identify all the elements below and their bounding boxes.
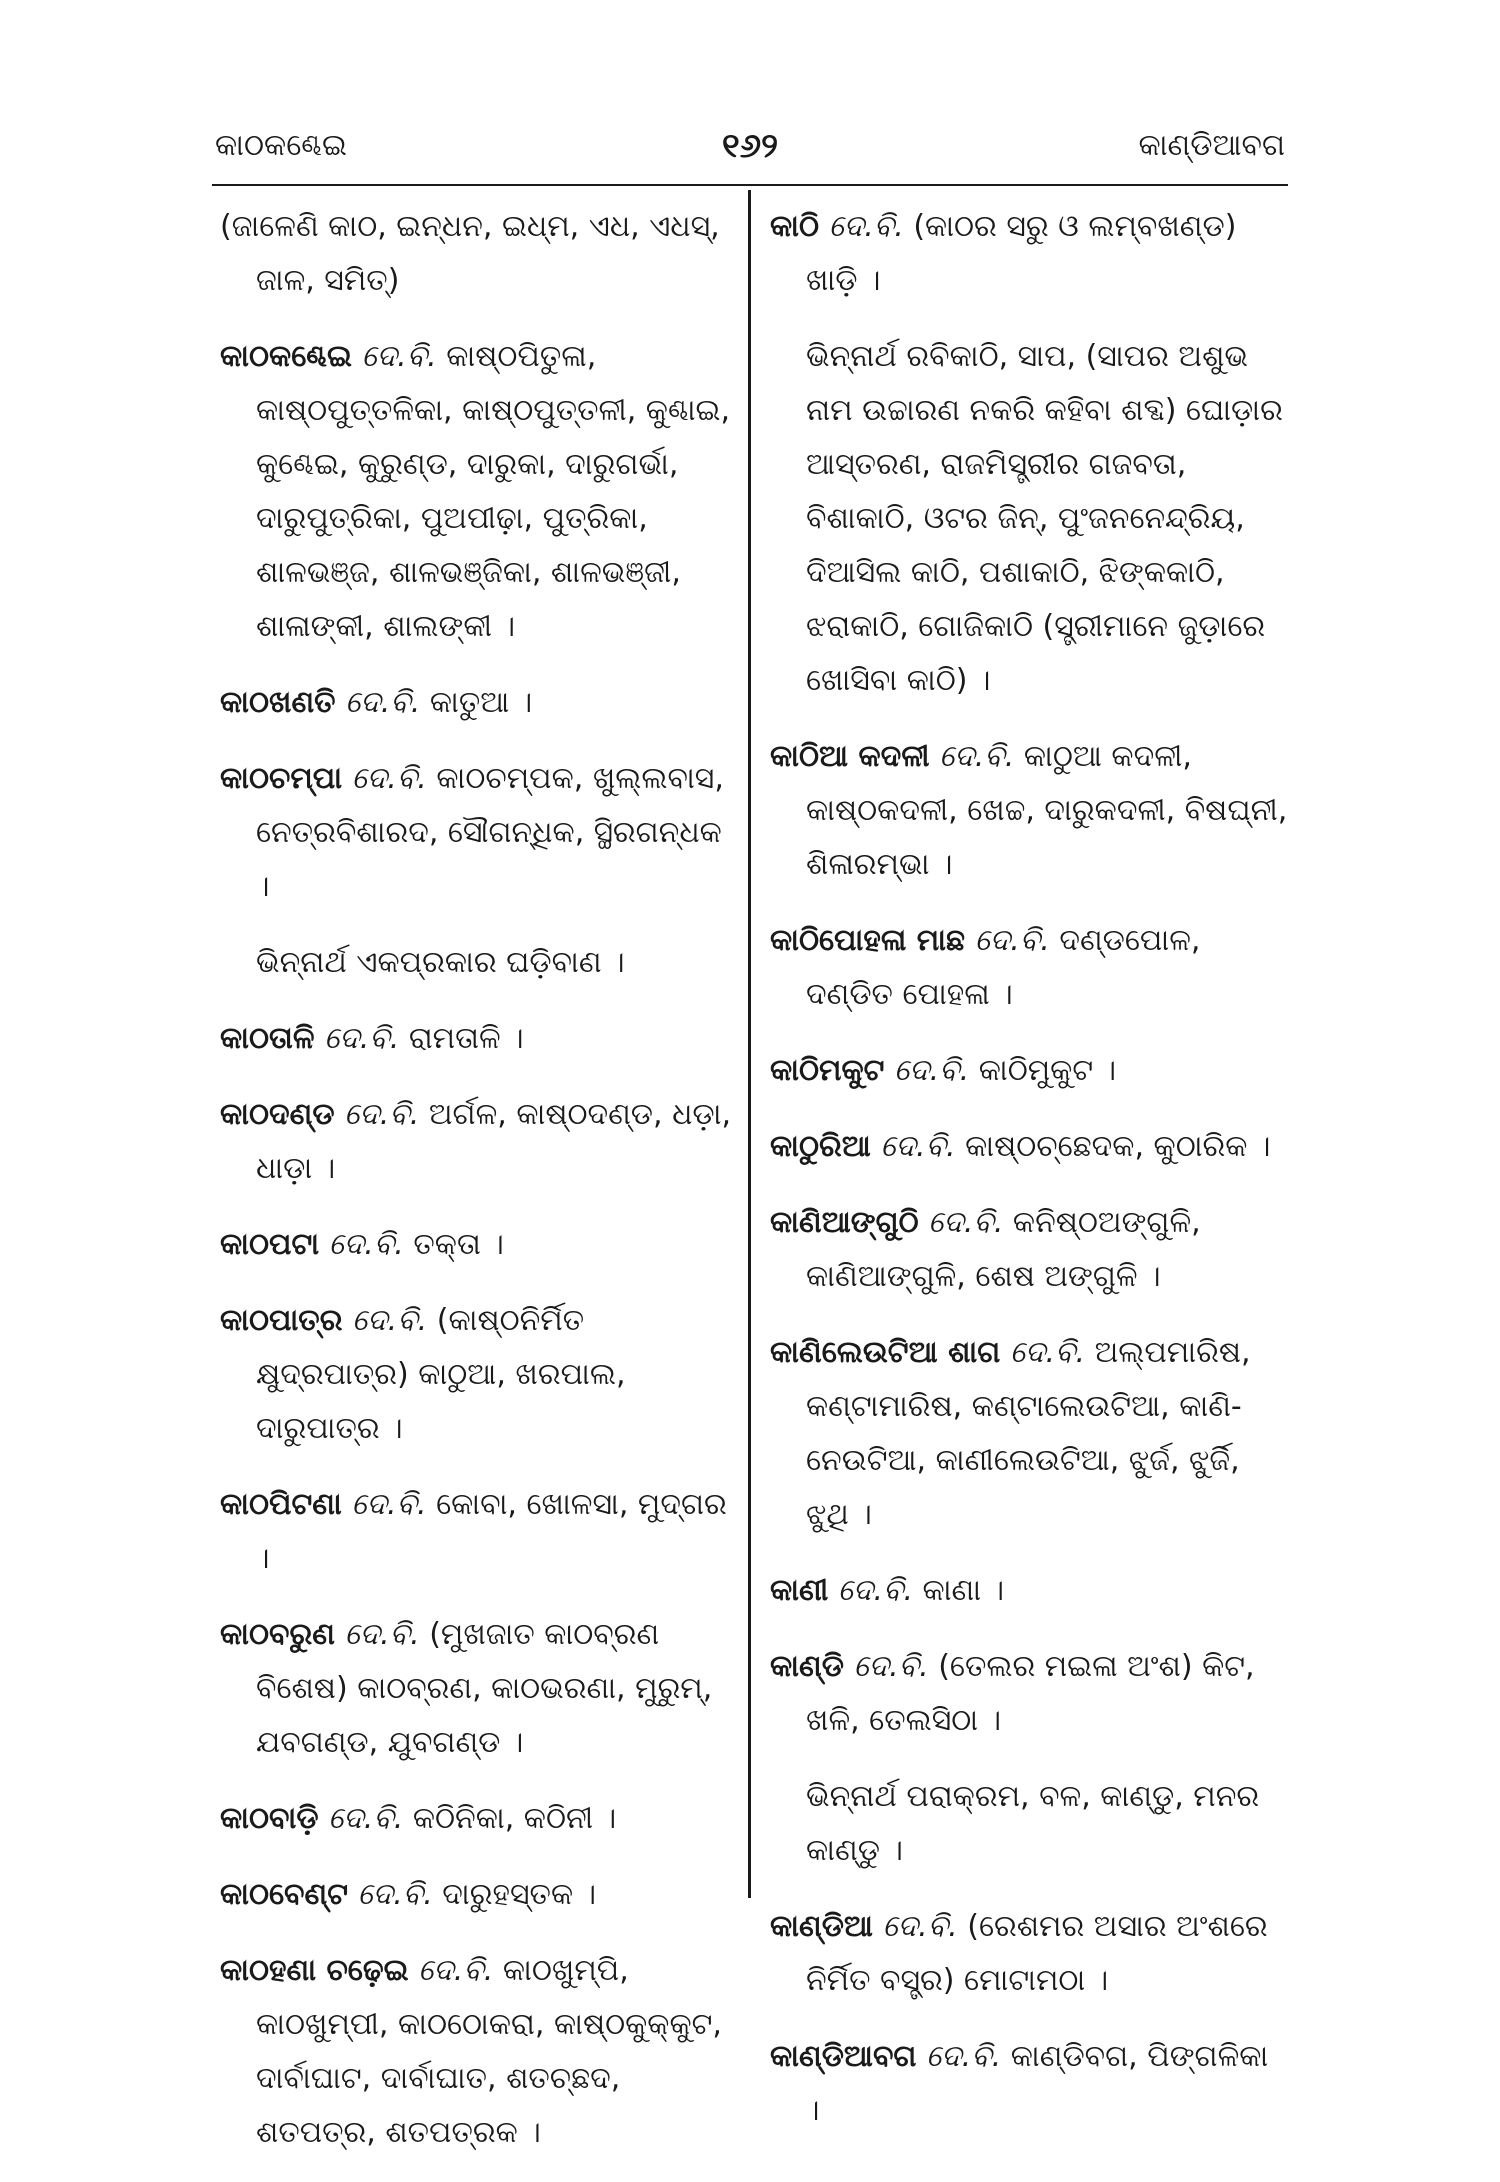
entry-pos: ଦେ.ବି. <box>344 1617 420 1652</box>
entry-pos: ଦେ.ବି. <box>828 209 904 244</box>
entry-pos: ଦେ.ବି. <box>361 339 437 374</box>
entry-headword: କାଠତାଳି <box>220 1021 315 1056</box>
entry-headword: କାଠଚମ୍ପା <box>220 761 343 796</box>
dictionary-entry <box>220 330 735 654</box>
entry-headword: କାଣ୍ଡି <box>770 1649 844 1684</box>
entry-headword: କାଠୁରିଆ <box>770 1129 871 1164</box>
dictionary-entry <box>220 1294 735 1456</box>
dictionary-entry <box>770 1326 1290 1542</box>
entry-headword: କାଠକଣ୍ଢେଇ <box>220 339 352 374</box>
entry-headword: କାଣିଆଙ୍ଗୁଠି <box>770 1205 919 1240</box>
entry-pos: ଦେ.ବି. <box>880 1129 956 1164</box>
dictionary-entry <box>770 200 1290 308</box>
entry-pos: ଦେ.ବି. <box>328 1801 404 1836</box>
entry-text: କାଷ୍ଠଚ୍ଛେଦକ, କୁଠାରିକ । <box>965 1129 1271 1164</box>
entry-text: ତକ୍ତା । <box>413 1227 504 1262</box>
entry-text: କାଣ୍ଡିବଗ, ପିଙ୍ଗଳିକା । <box>806 2039 1269 2128</box>
left-column <box>220 200 735 2182</box>
entry-pos: ଦେ.ବି. <box>357 1877 433 1912</box>
dictionary-entry <box>770 1196 1290 1304</box>
entry-headword: କାଠପାତ୍ର <box>220 1303 343 1338</box>
entry-headword: କାଠଦଣ୍ଡ <box>220 1097 335 1132</box>
dictionary-entry <box>220 1012 735 1066</box>
entry-pos: ଦେ.ବି. <box>344 1097 420 1132</box>
entry-pos: ଦେ.ବି. <box>351 761 427 796</box>
dictionary-entry <box>220 752 735 914</box>
entry-pos: ଦେ.ବି. <box>418 1953 494 1988</box>
entry-text: କାତୁଆ । <box>429 685 533 720</box>
entry-text: (ରେଶମର ଅସାର ଅଂଶରେ ନିର୍ମିତ ବସ୍ତ୍ର) ମୋଟାମଠା । <box>806 1909 1268 1998</box>
entry-text: (କାଷ୍ଠନିର୍ମିତ କ୍ଷୁଦ୍ରପାତ୍ର) କାଠୁଆ, ଖରପାଲ, ଦାରୁପାତ୍ର । <box>256 1303 626 1446</box>
dictionary-entry <box>220 1608 735 1770</box>
dictionary-entry <box>220 1088 735 1196</box>
dictionary-entry <box>220 1868 735 1922</box>
dictionary-entry <box>770 2030 1290 2138</box>
entry-headword: କାଠିଆ କଦଳୀ <box>770 739 930 774</box>
left-guide-word: କାଠକଣ୍ଢେଇ <box>215 128 347 163</box>
dictionary-entry <box>770 1900 1290 2008</box>
dictionary-entry <box>770 1564 1290 1618</box>
entry-pos: ଦେ.ବି. <box>974 923 1050 958</box>
entry-headword: କାଠିମକୁଟ <box>770 1053 885 1088</box>
entry-text: ଅଲ୍ପମାରିଷ, କଣ୍ଟାମାରିଷ, କଣ୍ଟାଲେଉଟିଆ, କାଣି-ନେଉଟିଆ, କାଣୀଲେଉଟିଆ, ଝୁର୍ଜ, ଝୁର୍ଜି, ଝୁଥି । <box>806 1335 1251 1532</box>
entry-headword: କାଠିପୋହଳା ମାଛ <box>770 923 966 958</box>
entry-text: କାଠଖୁମ୍ପି, କାଠଖୁମ୍ପୀ, କାଠଠୋକରା, କାଷ୍ଠକୁକ୍କୁଟ, ଦାର୍ବାଘାଟ, ଦାର୍ବାଘାତ, ଶତଚ୍ଛଦ, ଶତପତ୍ର, ଶତପତ୍ରକ । <box>256 1953 722 2150</box>
entry-text: (ତେଲର ମଇଳା ଅଂଶ) କିଟ, ଖଳି, ତେଲସିଠା । <box>806 1649 1255 1738</box>
dictionary-entry <box>220 1792 735 1846</box>
right-guide-word: କାଣ୍ଡିଆବଗ <box>1138 128 1285 163</box>
entry-pos: ଦେ.ବି. <box>939 739 1015 774</box>
entry-headword: କାଣ୍ଡିଆବଗ <box>770 2039 917 2074</box>
page-header <box>215 128 1285 178</box>
entry-pos: ଦେ.ବି. <box>837 1573 913 1608</box>
entry-headword: କାଠପଟା <box>220 1227 320 1262</box>
dictionary-entry <box>770 730 1290 892</box>
entry-headword: କାଣ୍ଡିଆ <box>770 1909 873 1944</box>
sense-note: ଭିନ୍ନାର୍ଥ ଏକପ୍ରକାର ଘଡ଼ିବାଣ । <box>256 945 625 980</box>
entry-pos: ଦେ.ବି. <box>893 1053 970 1088</box>
entry-headword: କାଣିଲେଉଟିଆ ଶାଗ <box>770 1335 1001 1370</box>
entry-pos: ଦେ.ବି. <box>345 685 421 720</box>
dictionary-entry <box>220 1944 735 2160</box>
entry-headword: କାଠବେଣ୍ଟ <box>220 1877 348 1912</box>
entry-pos: ଦେ.ବି. <box>1009 1335 1086 1370</box>
entry-text: କାଷ୍ଠପିତୁଳା, କାଷ୍ଠପୁତ୍ତଳିକା, କାଷ୍ଠପୁତ୍ତଳୀ, କୁଣ୍ଢାଇ, କୁଣ୍ଢେଇ, କୁରୁଣ୍ଡ, ଦାରୁକା, ଦାରୁଗର୍ଭା, ଦାରୁପୁତ୍ରିକା, ପୁଅପୀଢ଼ା, ପୁତ୍ରିକା, ଶାଳଭଞ୍ଜ, ଶାଳଭଞ୍ଜିକା, ଶାଳଭଞ୍ଜୀ, ଶାଳାଙ୍କୀ, ଶାଲଙ୍କୀ । <box>256 339 731 644</box>
entry-text: କାଠିମୁକୁଟ । <box>978 1053 1117 1088</box>
entry-text: (କାଠର ସରୁ ଓ ଲମ୍ବଖଣ୍ଡ) ଖାଡ଼ି । <box>806 209 1237 298</box>
dictionary-entry <box>220 676 735 730</box>
entry-text: ଦଣ୍ଡପୋଳ, ଦଣ୍ଡିତ ପୋହଳା । <box>806 923 1201 1012</box>
dictionary-entry <box>220 1218 735 1272</box>
dictionary-entry <box>770 1120 1290 1174</box>
sense-note: ଭିନ୍ନାର୍ଥ ପରାକ୍ରମ, ବଳ, କାଣ୍ଡୁ, ମନର କାଣ୍ଡୁ । <box>806 1779 1260 1868</box>
entry-continuation: (ଜାଳେଣି କାଠ, ଇନ୍ଧନ, ଇଧ୍ମ, ଏଧ, ଏଧସ୍, ଜାଳ, ସମିତ୍) <box>220 209 720 298</box>
dictionary-entry <box>220 1478 735 1586</box>
entry-headword: କାଣୀ <box>770 1573 829 1608</box>
column-divider <box>748 190 751 1898</box>
dictionary-entry <box>770 1044 1290 1098</box>
entry-text: କାଣା । <box>922 1573 1005 1608</box>
entry-headword: କାଠବରୁଣ <box>220 1617 335 1652</box>
entry-pos: ଦେ.ବି. <box>328 1227 404 1262</box>
entry-headword: କାଠବାଡ଼ି <box>220 1801 319 1836</box>
entry-text: (ମୁଖଜାତ କାଠବ୍ରଣ ବିଶେଷ) କାଠବ୍ରଣ, କାଠଭରଣା, ମୁରୁମ୍, ଯବଗଣ୍ଡ, ଯୁବଗଣ୍ଡ । <box>256 1617 713 1760</box>
entry-pos: ଦେ.ବି. <box>928 1205 1004 1240</box>
dictionary-entry <box>770 914 1290 1022</box>
entry-pos: ଦେ.ବି. <box>882 1909 958 1944</box>
entry-headword: କାଠହଣା ଚଢ଼େଇ <box>220 1953 409 1988</box>
entry-text: କଠିନିକା, କଠିନୀ । <box>412 1801 617 1836</box>
entry-text: କାଠଚମ୍ପକ, ଖୁଲ୍ଲବାସ, ନେତ୍ରବିଶାରଦ, ସୌଗନ୍ଧିକ, ସ୍ଥିରଗନ୍ଧକ । <box>256 761 724 904</box>
page-number: ୧୬୨ <box>722 126 778 166</box>
header-rule <box>212 184 1288 186</box>
entry-pos: ଦେ.ବି. <box>351 1487 427 1522</box>
entry-pos: ଦେ.ବି. <box>926 2039 1002 2074</box>
entry-pos: ଦେ.ବି. <box>324 1021 400 1056</box>
entry-text: ଅର୍ଗଳ, କାଷ୍ଠଦଣ୍ଡ, ଧଡ଼ା, ଧାଡ଼ା । <box>256 1097 732 1186</box>
entry-text: କାଠୁଆ କଦଳୀ, କାଷ୍ଠକଦଳୀ, ଖେଚ୍ଚ, ଦାରୁକଦଳୀ, ବିଷଘ୍ନୀ, ଶିଳାରମ୍ଭା । <box>806 739 1288 882</box>
entry-headword: କାଠି <box>770 209 820 244</box>
right-column <box>770 200 1290 2160</box>
entry-pos: ଦେ.ବି. <box>853 1649 929 1684</box>
entry-headword: କାଠପିଟଣା <box>220 1487 342 1522</box>
entry-text: ରାମତାଳି । <box>408 1021 524 1056</box>
dictionary-entry <box>770 1640 1290 1748</box>
entry-text: କନିଷ୍ଠଅଙ୍ଗୁଳି, କାଣିଆଙ୍ଗୁଳି, ଶେଷ ଅଙ୍ଗୁଳି । <box>806 1205 1201 1294</box>
entry-headword: କାଠଖଣତି <box>220 685 336 720</box>
entry-text: ଦାରୁହସ୍ତକ । <box>442 1877 597 1912</box>
sense-note: ଭିନ୍ନାର୍ଥ ରବିକାଠି, ସାପ, (ସାପର ଅଶୁଭ ନାମ ଉଚ୍ଚାରଣ ନକରି କହିବା ଶବ୍ଦ) ଘୋଡ଼ାର ଆସ୍ତରଣ, ରାଜମିସ୍ତ୍ରୀର ଗଜବତା, ବିଶାକାଠି, ଓଟର ଜିନ୍, ପୁଂଜନନେନ୍ଦ୍ରିୟ, ଦିଆସିଲ କାଠି, ପଶାକାଠି, ଝିଙ୍କକାଠି, ଝରାକାଠି, ଗୋଜିକାଠି (ସ୍ତ୍ରୀମାନେ ଜୁଡ଼ାରେ ଖୋସିବା କାଠି) । <box>806 339 1283 698</box>
entry-pos: ଦେ.ବି. <box>351 1303 428 1338</box>
entry-text: କୋବା, ଖୋଳସା, ମୁଦ୍ଗର । <box>256 1487 727 1576</box>
